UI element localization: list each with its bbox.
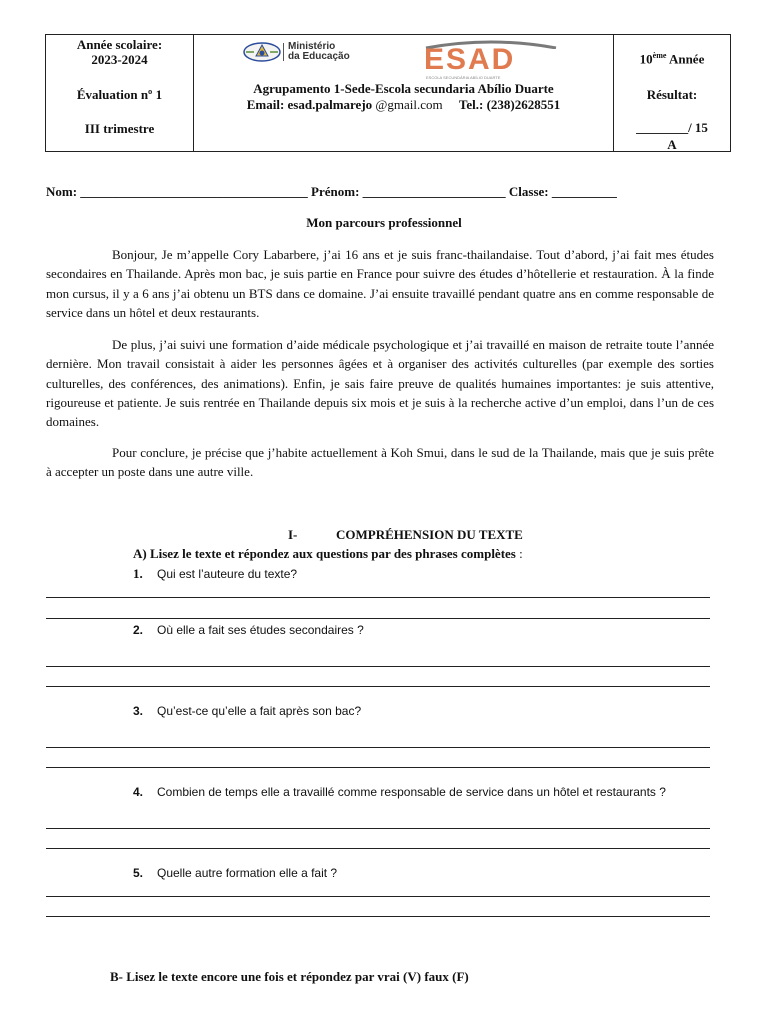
grade-level: 10ème Année: [639, 51, 705, 67]
question-3: 3. Qu’est-ce qu’elle a fait après son bac?: [133, 704, 362, 718]
part-b-instruction: B- Lisez le texte encore une fois et répondez par vrai (V) faux (F): [110, 969, 469, 984]
paragraph-3: Pour conclure, je précise que j’habite actuellement à Koh Smui, dans le sud de la Thailande, mais que je suis prête à accepter un poste dans une autre ville.: [46, 445, 714, 480]
result-label: Résultat:: [646, 87, 698, 102]
answer-line[interactable]: [46, 618, 710, 619]
ministry-logo-text: Ministério da Educação: [288, 41, 350, 62]
header-right-cell: [614, 35, 730, 151]
ministry-logo: [242, 41, 350, 63]
school-contact: [194, 97, 613, 113]
answer-line[interactable]: [46, 666, 710, 667]
section-title: COMPRÉHENSION DU TEXTE: [336, 527, 523, 542]
answer-line[interactable]: [46, 767, 710, 768]
ministry-emblem-icon: [242, 41, 282, 63]
esad-logo: [416, 39, 566, 79]
score-field: ________/ 15: [636, 120, 708, 135]
answer-line[interactable]: [46, 896, 710, 897]
paragraph-1: Bonjour, Je m’appelle Cory Labarbere, j’ai 16 ans et je suis franc-thailandaise. Tout d’abord, j’ai fait mes études secondaires en Thailande. Après mon bac, je suis partie en France pour suivre des études d’hôtellerie et restauration. À la finde mon cursus, il y a 6 ans j’ai obtenu un BTS dans ce domaine. J’ai ensuite travaillé pendant quatre ans en comme responsable de service dans un hôtel et deux restaurants.: [46, 247, 714, 320]
answer-line[interactable]: [46, 916, 710, 917]
question-4: 4. Combien de temps elle a travaillé comme responsable de service dans un hôtel et restaurants ?: [133, 785, 666, 799]
school-year: 2023-2024: [91, 52, 148, 67]
text-title: Mon parcours professionnel: [306, 215, 462, 230]
answer-line[interactable]: [46, 828, 710, 829]
header-box: [45, 34, 731, 152]
trimester: III trimestre: [84, 121, 155, 136]
email-domain: @gmail.com: [375, 97, 443, 112]
score-grade: A: [667, 137, 677, 152]
header-middle-cell: [194, 35, 614, 151]
logo-divider: [282, 41, 285, 63]
esad-logo-subtitle: ESCOLA SECUNDÁRIA ABÍLIO DUARTE: [426, 75, 501, 80]
part-a-instruction: A) Lisez le texte et répondez aux questions par des phrases complètes :: [133, 546, 523, 561]
section-number: I-: [288, 527, 298, 542]
header-left-cell: [46, 35, 194, 151]
student-info-line: Nom: ___________________________________ Prénom: ______________________ Classe: __________: [46, 184, 617, 199]
school-name: Agrupamento 1-Sede-Escola secundaria Abílio Duarte: [253, 81, 554, 96]
telephone: Tel.: (238)2628551: [458, 97, 561, 112]
school-year-label: Année scolaire:: [76, 37, 163, 52]
email-label: Email: esad.palmarejo: [246, 97, 373, 112]
paragraph-2: De plus, j’ai suivi une formation d’aide médicale psychologique et j’ai travaillé en maison de retraite toute l’année dernière. Mon travail consistait à aider les personnes âgées et à organiser des activités culturelles (par exemple des sorties culturelles, des conférences, des animations). Enfin, je sais faire preuve de qualités humaines importantes: je suis attentive, rigoureuse et patiente. Je suis rentrée en Thailande depuis six mois et je suis à la recherche active d’un emploi, dans l’un de ces domaines.: [46, 337, 714, 430]
esad-logo-text: ESAD: [424, 43, 516, 76]
question-2: 2. Où elle a fait ses études secondaires ?: [133, 623, 364, 637]
evaluation-number: Évaluation nº 1: [76, 87, 163, 102]
answer-line[interactable]: [46, 848, 710, 849]
answer-line[interactable]: [46, 686, 710, 687]
answer-line[interactable]: [46, 597, 710, 598]
answer-line[interactable]: [46, 747, 710, 748]
question-5: 5. Quelle autre formation elle a fait ?: [133, 866, 338, 880]
question-1: 1. Qui est l’auteure du texte?: [133, 566, 298, 581]
